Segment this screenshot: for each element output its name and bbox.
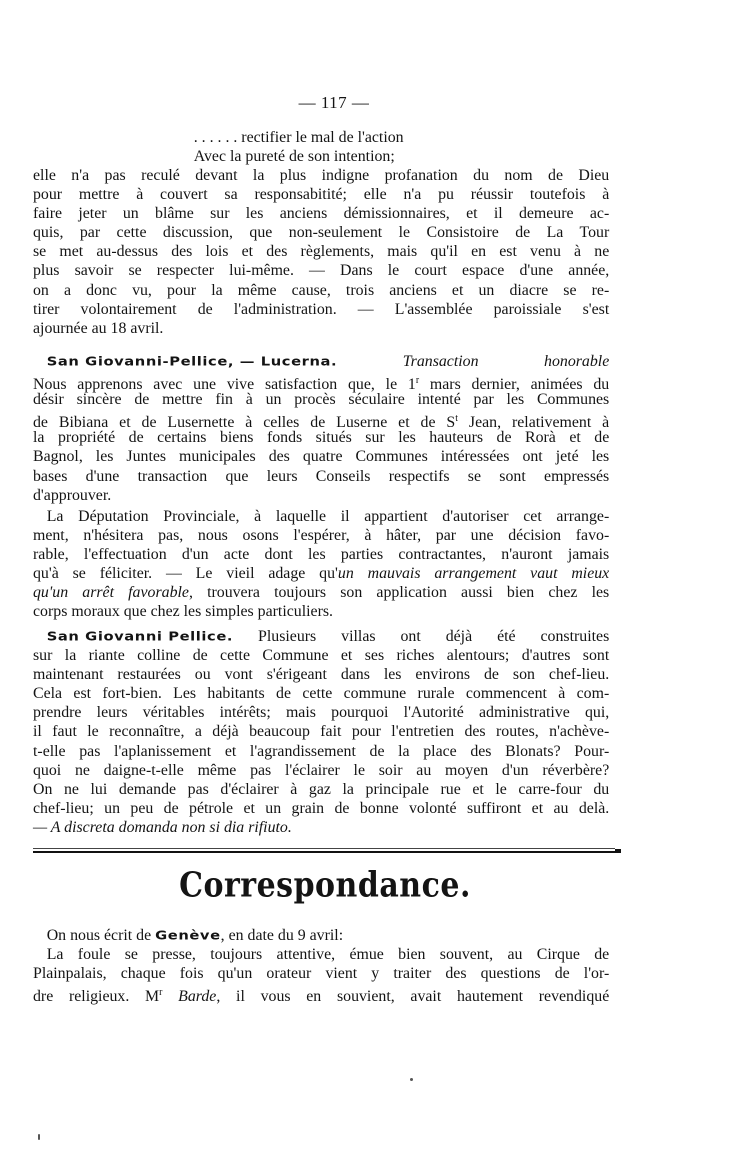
text-line: rable, l'effectuation d'un acte dont les parties contractantes, n'auront jamais [33,544,610,563]
text-line: de Bibiana et de Lusernette à celles de Luserne et de $S^t$ Jean, relativement à [33,413,610,432]
paragraph-consistoire [33,166,621,338]
text-line: qu'à se féliciter. — Le vieil adage qu'un mauvais arrangement vaut mieux [33,564,610,583]
text-line: qu'un arrêt favorable, trouvera toujours son application aussi bien chez les [33,583,610,602]
text-line: faire jeter un blâme sur les anciens démissionnaires, et il demeure ac- [33,204,610,223]
text-line: Cela est fort-bien. Les habitants de cette commune rurale commencent à com- [33,684,610,703]
text-line: t-elle pas l'aplanissement et l'agrandissement de la place des Blonats? Pour- [33,741,610,760]
section-heading: San Giovanni-Pellice, — Lucerna. [46,353,338,369]
divider-thin-line [33,848,615,849]
section-lucerna [33,352,621,621]
text-line: elle n'a pas reculé devant la plus indigne profanation du nom de Dieu [33,166,610,184]
verse-quote [33,128,621,166]
divider-thick-line [33,851,621,853]
scan-speck [410,1078,413,1081]
divider-end-cap [615,849,621,853]
text-line: il faut le reconnaître, a déjà beaucoup fait pour l'entretien des routes, n'achève- [33,722,610,741]
section-heading-line [33,352,609,371]
adage-italic: un mauvais arrangement vaut mieux [337,564,610,583]
text-line: quis, par cette discussion, que non-seulement le Consistoire de La Tour [33,223,610,242]
text-line: dre religieux. $M^r$ Barde, il vous en souvient, avait hautement revendiqué [33,987,610,1006]
text-line: prendre leurs véritables intérêts; mais pourquoi l'Autorité administrative qui, [33,703,610,722]
section-divider [33,848,621,853]
text-line: sur la riante colline de cette Commune et ses riches alentours; d'autres sont [33,646,610,665]
text-line: On ne lui demande pas d'éclairer à gaz la principale rue et le carre-four du [33,779,610,798]
scan-speck [38,1134,40,1140]
text-line: plus savoir se respecter lui-même. — Dans le court espace d'une année, [33,261,610,280]
page-number: — 117 — [298,93,370,112]
text-line: ajournée au 18 avril. [33,318,164,337]
text-line: d'approuver. [33,485,112,504]
person-name: Barde [162,987,217,1006]
adage-italic: qu'un arrêt favorable [33,583,189,602]
place-name: Genève [155,927,221,943]
text-line: se met au-dessus des lois et des règlements, mais qu'il en est venu à ne [33,242,610,261]
text-line: Nous apprenons avec une vive satisfaction que, le 1$^r$ mars dernier, animées du [33,375,610,394]
verse-line: . . . . . . rectifier le mal de l'action [193,128,404,146]
text-line: bases d'une transaction que leurs Conseils respectifs se sont empressés [33,466,610,485]
text-line: tirer volontairement de l'administration. — L'assemblée paroissiale s'est [33,299,610,318]
text-line: chef-lieu; un peu de pétrole et un grain de bonne volonté suffiront et au delà. [33,798,610,817]
text-line: la propriété de certains biens fonds situés sur les hauteurs de Rorà et de [33,428,610,447]
text-line: désir sincère de mettre fin à un procès séculaire intenté par les Communes [33,390,610,409]
text-line: La foule se presse, toujours attentive, émue bien souvent, au Cirque de [46,945,610,964]
closing-quote: — A discreta domanda non si dia rifiuto. [33,817,292,836]
text-line: On nous écrit de Genève, en date du 9 avril: [46,926,344,944]
text-line: La Députation Provinciale, à laquelle il appartient d'autoriser cet arrange- [46,506,610,525]
section-heading-line: San Giovanni Pellice. Plusieurs villas ont déjà été construites [46,627,610,645]
correspondance-title: Correspondance. [179,865,471,906]
section-heading: San Giovanni Pellice. [46,628,234,644]
text-line: Plainpalais, chaque fois qu'un orateur vient y traiter des questions de l'or- [33,964,610,983]
text-line: ment, n'hésitera pas, nous osons l'espérer, à hâter, par une décision favo- [33,525,610,544]
text-line: maintenant restaurées ou vont s'érigeant dans les environs de son chef-lieu. [33,665,610,684]
verse-line: Avec la pureté de son intention; [193,147,395,166]
text-line: quoi ne daigne-t-elle même pas l'éclairer le soir au moyen d'un réverbère? [33,760,610,779]
correspondance-body [33,926,621,1006]
text-line: Bagnol, les Juntes municipales des quatre Communes intéressées ont jeté les [33,447,610,466]
text-line: pour mettre à couvert sa responsabitité; elle n'a pu réussir toutefois à [33,185,610,204]
text-line: on a donc vu, pour la même cause, trois anciens et un diacre se re- [33,280,610,299]
section-san-giovanni [33,627,621,837]
text-line: corps moraux que chez les simples particuliers. [33,602,334,621]
section-subheading: Transaction honorable [402,352,610,370]
